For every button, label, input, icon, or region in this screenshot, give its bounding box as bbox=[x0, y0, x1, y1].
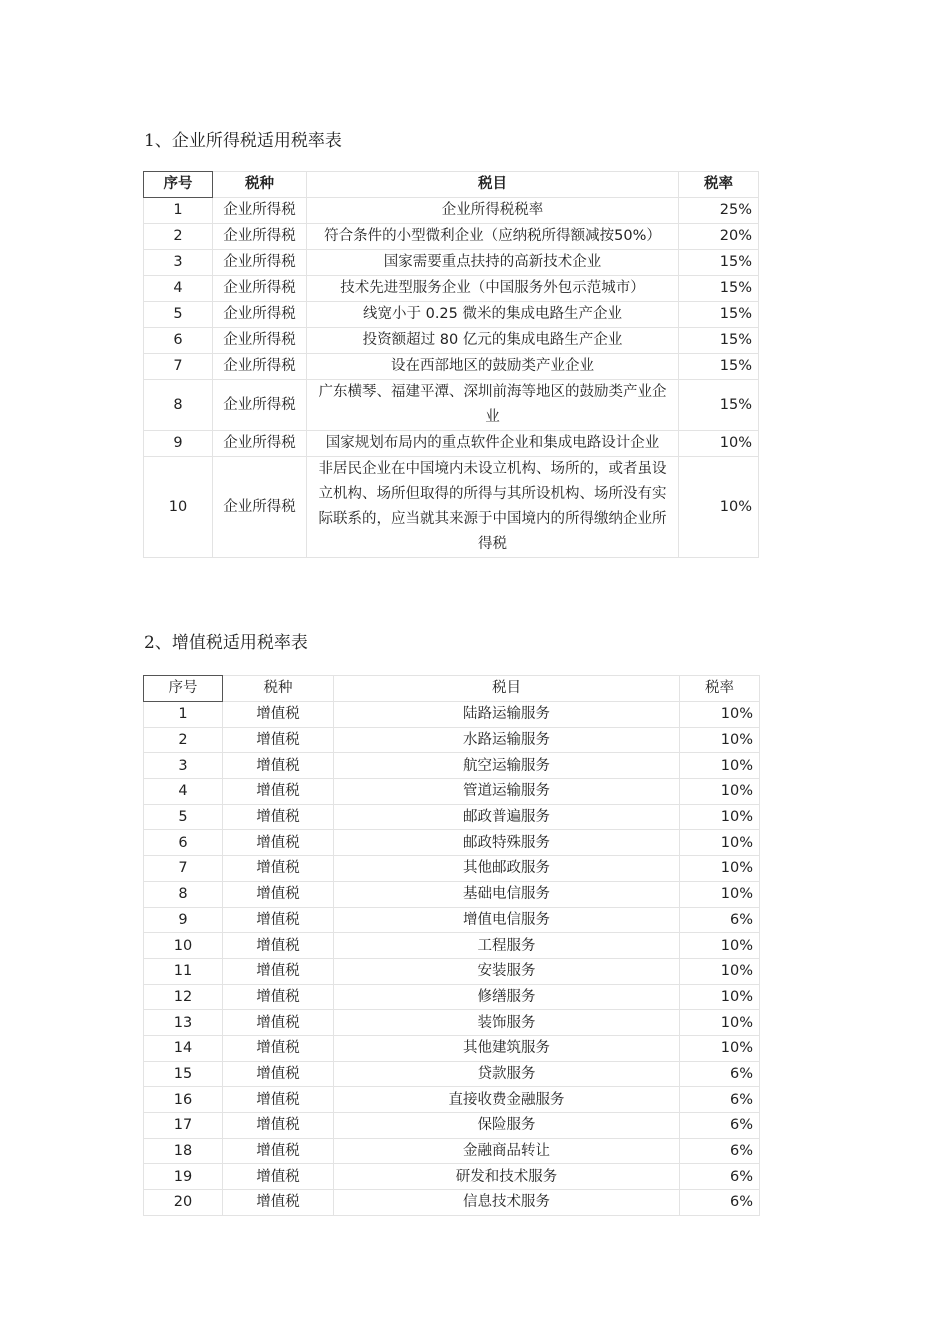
cell-type: 增值税 bbox=[223, 1138, 334, 1164]
table-row bbox=[144, 328, 759, 354]
cell-item: 符合条件的小型微利企业（应纳税所得额减按50%） bbox=[307, 224, 679, 250]
cell-no: 10 bbox=[144, 933, 223, 959]
cell-item: 企业所得税税率 bbox=[307, 198, 679, 224]
table-row bbox=[144, 1138, 760, 1164]
cell-rate: 10% bbox=[680, 881, 760, 907]
cell-no: 19 bbox=[144, 1164, 223, 1190]
column-header-rate: 税率 bbox=[680, 676, 760, 702]
cell-rate: 15% bbox=[679, 250, 759, 276]
table-header-row bbox=[144, 676, 760, 702]
table-row bbox=[144, 933, 760, 959]
column-header-no: 序号 bbox=[144, 676, 223, 702]
cell-rate: 6% bbox=[680, 1061, 760, 1087]
cell-type: 增值税 bbox=[223, 907, 334, 933]
cell-rate: 6% bbox=[680, 1113, 760, 1139]
table-row bbox=[144, 250, 759, 276]
section1-title: 1、企业所得税适用税率表 bbox=[144, 131, 342, 151]
cell-type: 企业所得税 bbox=[213, 457, 307, 558]
cell-no: 4 bbox=[144, 276, 213, 302]
cell-rate: 15% bbox=[679, 302, 759, 328]
cell-item: 邮政普遍服务 bbox=[334, 804, 680, 830]
cell-item: 装饰服务 bbox=[334, 1010, 680, 1036]
cell-no: 18 bbox=[144, 1138, 223, 1164]
cell-rate: 10% bbox=[680, 753, 760, 779]
column-header-item: 税目 bbox=[307, 172, 679, 198]
table-row bbox=[144, 302, 759, 328]
cell-item: 技术先进型服务企业（中国服务外包示范城市） bbox=[307, 276, 679, 302]
cell-rate: 15% bbox=[679, 354, 759, 380]
cell-type: 增值税 bbox=[223, 830, 334, 856]
cell-type: 增值税 bbox=[223, 1087, 334, 1113]
cell-type: 增值税 bbox=[223, 1113, 334, 1139]
cell-item: 工程服务 bbox=[334, 933, 680, 959]
cell-no: 3 bbox=[144, 250, 213, 276]
column-header-type: 税种 bbox=[213, 172, 307, 198]
cell-no: 8 bbox=[144, 881, 223, 907]
cell-item: 线宽小于 0.25 微米的集成电路生产企业 bbox=[307, 302, 679, 328]
cell-item: 其他建筑服务 bbox=[334, 1035, 680, 1061]
cell-no: 5 bbox=[144, 804, 223, 830]
column-header-type: 税种 bbox=[223, 676, 334, 702]
cell-no: 12 bbox=[144, 984, 223, 1010]
table-row bbox=[144, 1164, 760, 1190]
cell-type: 企业所得税 bbox=[213, 380, 307, 431]
cell-item: 广东横琴、福建平潭、深圳前海等地区的鼓励类产业企业 bbox=[307, 380, 679, 431]
table-row bbox=[144, 804, 760, 830]
cell-no: 8 bbox=[144, 380, 213, 431]
table-row bbox=[144, 830, 760, 856]
cell-rate: 10% bbox=[679, 457, 759, 558]
cell-item: 国家需要重点扶持的高新技术企业 bbox=[307, 250, 679, 276]
table-row bbox=[144, 354, 759, 380]
cell-no: 3 bbox=[144, 753, 223, 779]
table-row bbox=[144, 881, 760, 907]
cell-type: 企业所得税 bbox=[213, 431, 307, 457]
table-row bbox=[144, 856, 760, 882]
cell-rate: 25% bbox=[679, 198, 759, 224]
cell-item: 贷款服务 bbox=[334, 1061, 680, 1087]
table-row bbox=[144, 984, 760, 1010]
cell-rate: 6% bbox=[680, 1138, 760, 1164]
cell-no: 17 bbox=[144, 1113, 223, 1139]
table-row bbox=[144, 753, 760, 779]
cell-item: 设在西部地区的鼓励类产业企业 bbox=[307, 354, 679, 380]
cell-type: 增值税 bbox=[223, 933, 334, 959]
cell-rate: 10% bbox=[680, 779, 760, 805]
cell-rate: 10% bbox=[680, 984, 760, 1010]
cell-item: 金融商品转让 bbox=[334, 1138, 680, 1164]
cell-rate: 6% bbox=[680, 1164, 760, 1190]
column-header-no: 序号 bbox=[144, 172, 213, 198]
cell-rate: 15% bbox=[679, 380, 759, 431]
cell-type: 企业所得税 bbox=[213, 198, 307, 224]
cell-item: 保险服务 bbox=[334, 1113, 680, 1139]
cell-rate: 15% bbox=[679, 328, 759, 354]
cell-rate: 15% bbox=[679, 276, 759, 302]
cell-item: 国家规划布局内的重点软件企业和集成电路设计企业 bbox=[307, 431, 679, 457]
table-row bbox=[144, 779, 760, 805]
cell-type: 增值税 bbox=[223, 779, 334, 805]
cell-no: 11 bbox=[144, 958, 223, 984]
table-row bbox=[144, 1190, 760, 1216]
cell-rate: 10% bbox=[680, 1010, 760, 1036]
cell-rate: 10% bbox=[680, 856, 760, 882]
cell-rate: 10% bbox=[680, 702, 760, 728]
corporate-income-tax-table bbox=[143, 171, 759, 558]
cell-type: 增值税 bbox=[223, 1190, 334, 1216]
cell-item: 陆路运输服务 bbox=[334, 702, 680, 728]
table-row bbox=[144, 1035, 760, 1061]
cell-type: 增值税 bbox=[223, 984, 334, 1010]
table-row bbox=[144, 431, 759, 457]
table-row bbox=[144, 1010, 760, 1036]
cell-type: 增值税 bbox=[223, 1164, 334, 1190]
cell-item: 航空运输服务 bbox=[334, 753, 680, 779]
cell-rate: 10% bbox=[680, 933, 760, 959]
cell-rate: 6% bbox=[680, 1190, 760, 1216]
cell-no: 6 bbox=[144, 328, 213, 354]
cell-item: 基础电信服务 bbox=[334, 881, 680, 907]
table-row bbox=[144, 1061, 760, 1087]
cell-item: 水路运输服务 bbox=[334, 727, 680, 753]
column-header-item: 税目 bbox=[334, 676, 680, 702]
table-row bbox=[144, 224, 759, 250]
cell-item: 信息技术服务 bbox=[334, 1190, 680, 1216]
cell-type: 增值税 bbox=[223, 1010, 334, 1036]
cell-no: 14 bbox=[144, 1035, 223, 1061]
cell-item: 安装服务 bbox=[334, 958, 680, 984]
cell-no: 9 bbox=[144, 431, 213, 457]
cell-no: 10 bbox=[144, 457, 213, 558]
column-header-rate: 税率 bbox=[679, 172, 759, 198]
cell-no: 7 bbox=[144, 856, 223, 882]
cell-type: 企业所得税 bbox=[213, 354, 307, 380]
cell-no: 7 bbox=[144, 354, 213, 380]
cell-type: 增值税 bbox=[223, 1035, 334, 1061]
table-header-row bbox=[144, 172, 759, 198]
table-row bbox=[144, 907, 760, 933]
cell-item: 非居民企业在中国境内未设立机构、场所的，或者虽设立机构、场所但取得的所得与其所设机构、场所没有实际联系的，应当就其来源于中国境内的所得缴纳企业所得税 bbox=[307, 457, 679, 558]
cell-rate: 10% bbox=[680, 1035, 760, 1061]
cell-item: 增值电信服务 bbox=[334, 907, 680, 933]
cell-type: 增值税 bbox=[223, 856, 334, 882]
cell-no: 5 bbox=[144, 302, 213, 328]
table-row bbox=[144, 727, 760, 753]
cell-type: 增值税 bbox=[223, 1061, 334, 1087]
cell-item: 投资额超过 80 亿元的集成电路生产企业 bbox=[307, 328, 679, 354]
cell-rate: 10% bbox=[679, 431, 759, 457]
cell-item: 研发和技术服务 bbox=[334, 1164, 680, 1190]
table-row bbox=[144, 457, 759, 558]
table-row bbox=[144, 958, 760, 984]
vat-table bbox=[143, 675, 760, 1216]
table-row bbox=[144, 380, 759, 431]
cell-no: 1 bbox=[144, 198, 213, 224]
cell-type: 企业所得税 bbox=[213, 250, 307, 276]
cell-no: 2 bbox=[144, 224, 213, 250]
cell-item: 其他邮政服务 bbox=[334, 856, 680, 882]
table-row bbox=[144, 1113, 760, 1139]
table-row bbox=[144, 1087, 760, 1113]
table-row bbox=[144, 198, 759, 224]
table-row bbox=[144, 702, 760, 728]
cell-type: 增值税 bbox=[223, 804, 334, 830]
cell-rate: 6% bbox=[680, 907, 760, 933]
cell-item: 管道运输服务 bbox=[334, 779, 680, 805]
section2-title: 2、增值税适用税率表 bbox=[144, 633, 308, 653]
cell-type: 增值税 bbox=[223, 702, 334, 728]
cell-type: 增值税 bbox=[223, 958, 334, 984]
cell-no: 15 bbox=[144, 1061, 223, 1087]
cell-type: 增值税 bbox=[223, 727, 334, 753]
cell-item: 直接收费金融服务 bbox=[334, 1087, 680, 1113]
cell-no: 13 bbox=[144, 1010, 223, 1036]
cell-type: 企业所得税 bbox=[213, 302, 307, 328]
cell-type: 企业所得税 bbox=[213, 276, 307, 302]
cell-type: 增值税 bbox=[223, 753, 334, 779]
cell-item: 邮政特殊服务 bbox=[334, 830, 680, 856]
cell-no: 2 bbox=[144, 727, 223, 753]
cell-rate: 20% bbox=[679, 224, 759, 250]
cell-no: 6 bbox=[144, 830, 223, 856]
cell-rate: 10% bbox=[680, 958, 760, 984]
cell-type: 企业所得税 bbox=[213, 328, 307, 354]
cell-item: 修缮服务 bbox=[334, 984, 680, 1010]
cell-rate: 6% bbox=[680, 1087, 760, 1113]
cell-rate: 10% bbox=[680, 830, 760, 856]
cell-no: 4 bbox=[144, 779, 223, 805]
cell-rate: 10% bbox=[680, 804, 760, 830]
cell-no: 20 bbox=[144, 1190, 223, 1216]
cell-rate: 10% bbox=[680, 727, 760, 753]
table-row bbox=[144, 276, 759, 302]
cell-no: 16 bbox=[144, 1087, 223, 1113]
cell-no: 1 bbox=[144, 702, 223, 728]
cell-type: 增值税 bbox=[223, 881, 334, 907]
cell-no: 9 bbox=[144, 907, 223, 933]
cell-type: 企业所得税 bbox=[213, 224, 307, 250]
